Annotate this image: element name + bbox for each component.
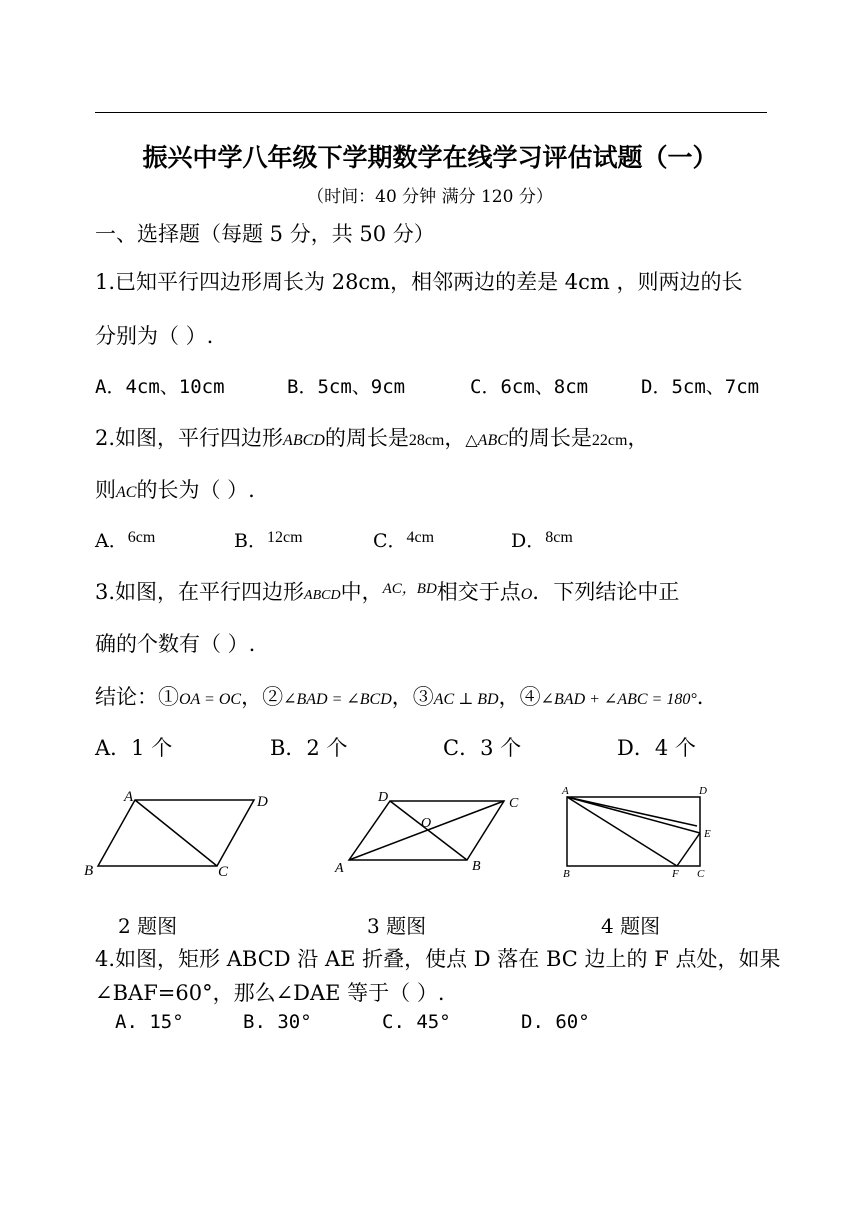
q3-o: O — [520, 586, 533, 603]
fig2-label-d: D — [257, 794, 268, 810]
fig4-label-e: E — [704, 828, 711, 840]
q4-option-c: C. 45° — [382, 1011, 451, 1033]
fig4-label-c: C — [697, 868, 705, 880]
q4-option-d: D. 60° — [521, 1011, 590, 1033]
top-rule — [95, 112, 767, 113]
q3-c3: AC ⊥ BD — [433, 691, 499, 708]
q2-triangle: △ABC — [465, 432, 508, 449]
q3-option-a: A．1 个 — [95, 736, 173, 760]
q4-option-a: A. 15° — [115, 1011, 184, 1033]
q3-line2: 确的个数有（ ）. — [95, 632, 256, 656]
q1-option-a: A．4cm、10cm — [95, 376, 225, 398]
q2-ac: AC — [116, 484, 137, 501]
fig3-caption: 3 题图 — [367, 914, 427, 938]
fig3-label-c: C — [509, 796, 519, 811]
figures — [0, 780, 860, 890]
exam-subtitle: （时间：40 分钟 满分 120 分） — [307, 187, 553, 207]
fig4-caption: 4 题图 — [601, 914, 661, 938]
q3-c1: OA = OC — [179, 691, 242, 708]
fig3-label-b: B — [472, 859, 481, 874]
q2-line2a: 则 — [95, 478, 116, 502]
q3-line1 — [95, 576, 679, 606]
q2-option-c: C．$^{4cm}$ — [373, 529, 435, 552]
fig3-label-a: A — [335, 861, 344, 876]
q4-option-b: B. 30° — [243, 1011, 312, 1033]
fig3-label-o: O — [421, 816, 432, 831]
q2-line2b: 的长为（ ）. — [136, 478, 255, 502]
q3-prefix: 3.如图，在平行四边形 — [95, 580, 305, 604]
q2-line1 — [95, 422, 648, 452]
q3-mid2: 相交于点 — [436, 580, 521, 604]
q2-option-a: A．$^{6cm}$ — [95, 529, 156, 552]
q3-c2: ∠BAD = ∠BCD — [283, 691, 392, 708]
fig2-label-c: C — [218, 864, 229, 880]
q2-end: ， — [627, 426, 649, 450]
q3-mid: 中， — [340, 580, 383, 604]
fig2-label-a: A — [124, 789, 134, 805]
q2-perim: 28cm — [408, 432, 445, 449]
q1-option-d: D．5cm、7cm — [641, 376, 760, 398]
q2-line2 — [95, 474, 255, 504]
q2-option-d: D．$^{8cm}$ — [511, 529, 573, 552]
fig4-label-a: A — [562, 785, 569, 797]
q3-abcd: ABCD — [304, 588, 341, 603]
q2-comma: ， — [444, 426, 466, 450]
q3-option-c: C．3 个 — [443, 736, 522, 760]
q3-conclusions: 结论：①OA = OC，②∠BAD = ∠BCD，③AC ⊥ BD，④∠BAD + ∠ABC = 180°. — [95, 685, 704, 709]
q2-option-b: B．$^{12cm}$ — [234, 529, 303, 552]
q3-acbd: AC，BD — [382, 581, 437, 597]
q3-end: ．下列结论中正 — [532, 580, 680, 604]
q1-option-b: B．5cm、9cm — [287, 376, 406, 398]
q3-c4: ∠BAD + ∠ABC = 180° — [540, 691, 697, 708]
fig2-label-b: B — [84, 863, 94, 879]
q1-line1: 1.已知平行四边形周长为 28cm，相邻两边的差是 4cm ，则两边的长 — [95, 270, 743, 294]
fig2-caption: 2 题图 — [118, 914, 178, 938]
q2-mid2: 的周长是 — [507, 426, 592, 450]
figure-2-parallelogram — [98, 800, 254, 866]
fig3-label-d: D — [378, 790, 389, 805]
q2-mid1: 的周长是 — [324, 426, 409, 450]
q1-line2: 分别为（ ）. — [95, 324, 214, 348]
fig4-label-f: F — [672, 868, 679, 880]
q2-prefix: 2.如图，平行四边形 — [95, 426, 284, 450]
exam-title: 振兴中学八年级下学期数学在线学习评估试题（一） — [142, 143, 718, 172]
q3-concl-label: 结论： — [95, 685, 158, 709]
q4-line1: 4.如图，矩形 ABCD 沿 AE 折叠，使点 D 落在 BC 边上的 F 点处，如果 — [95, 947, 781, 971]
fig4-label-d: D — [699, 785, 707, 797]
fig4-label-b: B — [563, 868, 570, 880]
section-heading: 一、选择题（每题 5 分，共 50 分） — [95, 222, 435, 246]
q4-line2: ∠BAF=60°，那么∠DAE 等于（ ）. — [95, 981, 445, 1005]
q1-option-c: C．6cm、8cm — [470, 376, 589, 398]
q2-perim2: 22cm — [591, 432, 628, 449]
q3-option-d: D．4 个 — [617, 736, 696, 760]
figure-4-rectangle — [567, 797, 700, 866]
q2-abcd: ABCD — [283, 432, 325, 449]
q3-option-b: B．2 个 — [270, 736, 348, 760]
